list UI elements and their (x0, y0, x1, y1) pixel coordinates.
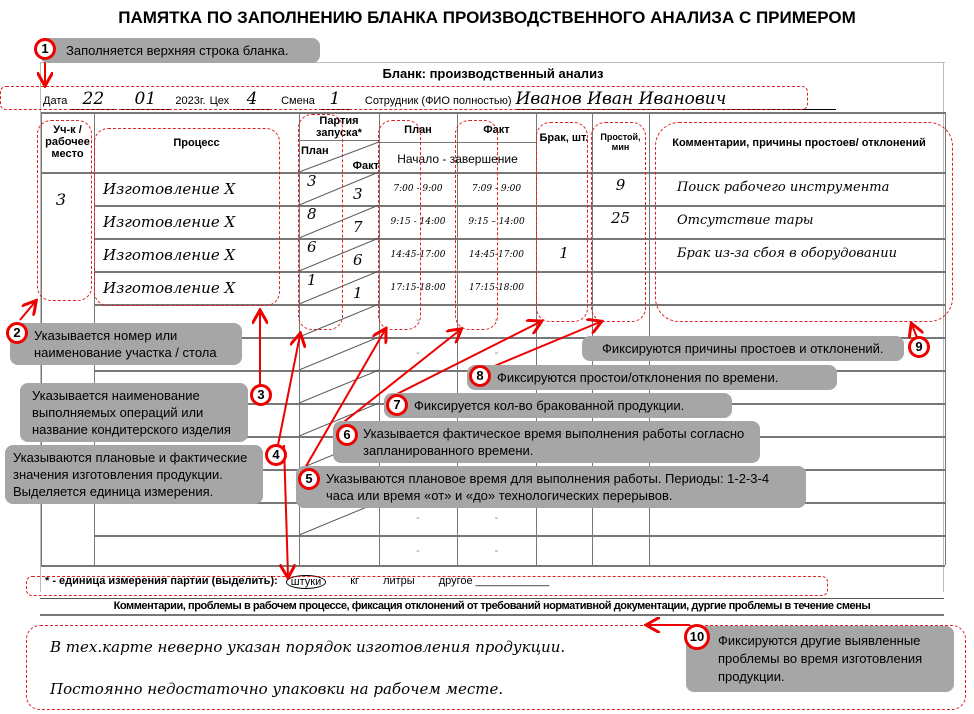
row-plan-time[interactable]: 9:15 - 14:00 (390, 217, 446, 227)
year-label: 2023г. (175, 95, 206, 107)
empty-plan-dash: - (416, 347, 420, 359)
callout-text: Указывается номер или наименование участка / стола (34, 328, 217, 360)
row-process[interactable]: Изготовление Х (103, 246, 236, 264)
unit-liters[interactable]: литры (383, 575, 415, 587)
shop-field[interactable]: 4 (233, 89, 271, 110)
employee-field[interactable]: Иванов Иван Иванович (516, 89, 836, 110)
row-comment[interactable]: Брак из-за сбоя в оборудовании (677, 246, 897, 261)
header-time-range: Начало - завершение (397, 152, 518, 166)
callout-text: Фиксируются простои/отклонения по времени. (497, 370, 779, 385)
employee-label: Сотрудник (ФИО полностью) (364, 95, 512, 107)
callout-number-1: 1 (34, 38, 56, 60)
callout-text: Указываются плановое время для выполнения работы. Периоды: 1-2-3-4 часа или время «от» и «до» технологических перерывов. (326, 471, 770, 503)
callout-number-9: 9 (908, 336, 930, 358)
callout-9 (582, 336, 904, 361)
callout-10 (686, 626, 954, 692)
callout-6 (333, 421, 760, 463)
comments-header: Комментарии, проблемы в рабочем процессе, фиксация отклонений от требований нормативной документации, дургие проблемы в течение смены (113, 600, 871, 612)
callout-number-7: 7 (386, 394, 408, 416)
callout-number-6: 6 (336, 424, 358, 446)
comment-line-1[interactable]: В тех.карте неверно указан порядок изготовления продукции. (50, 638, 566, 656)
callout-number-10: 10 (684, 624, 710, 650)
row-batch-fact[interactable]: 3 (353, 185, 363, 203)
empty-plan-dash: - (416, 545, 420, 557)
shift-field[interactable]: 1 (319, 89, 351, 110)
callout-text: Указываются плановые и фактические значения изготовления продукции. Выделяется единица измерения. (13, 450, 248, 499)
empty-fact-dash: - (494, 545, 499, 557)
header-process: Процесс (173, 137, 220, 149)
row-process[interactable]: Изготовление Х (103, 213, 236, 231)
empty-plan-dash: - (416, 314, 420, 326)
header-batch-fact: Факт (352, 160, 379, 172)
section-value[interactable]: 3 (55, 190, 67, 209)
row-process[interactable]: Изготовление Х (103, 279, 236, 297)
callout-number-2: 2 (6, 322, 28, 344)
month-field[interactable]: 01 (119, 89, 171, 110)
row-downtime[interactable]: 25 (610, 209, 631, 227)
callout-number-5: 5 (298, 468, 320, 490)
row-batch-fact[interactable]: 7 (353, 218, 363, 236)
row-fact-time[interactable]: 9:15 – 14:00 (468, 217, 525, 227)
unit-kg[interactable]: кг (350, 575, 360, 587)
callout-text: Указывается наименование выполняемых операций или название кондитерского изделия (32, 388, 231, 437)
row-comment[interactable]: Поиск рабочего инструмента (677, 180, 890, 195)
row-process[interactable]: Изготовление Х (103, 180, 236, 198)
callout-8 (467, 365, 837, 390)
row-batch-plan[interactable]: 6 (307, 238, 317, 256)
day-field[interactable]: 22 (71, 89, 115, 110)
header-comments: Комментарии, причины простоев/ отклонений (672, 137, 926, 149)
date-label: Дата (43, 95, 68, 107)
callout-2 (10, 323, 242, 365)
header-batch-plan: План (301, 145, 329, 157)
unit-other[interactable]: другое ____________ (438, 575, 550, 587)
header-defect: Брак, шт. (539, 132, 589, 144)
form-title: Бланк: производственный анализ (382, 66, 604, 81)
row-plan-time[interactable]: 17:15-18:00 (390, 283, 446, 293)
callout-number-8: 8 (469, 365, 491, 387)
header-batch: Партия запуска* (316, 115, 362, 139)
row-batch-plan[interactable]: 1 (307, 271, 317, 289)
shop-label: Цех (209, 95, 230, 107)
empty-plan-dash: - (416, 512, 420, 524)
callout-text: Заполняется верхняя строка бланка. (66, 43, 289, 58)
page-title: ПАМЯТКА ПО ЗАПОЛНЕНИЮ БЛАНКА ПРОИЗВОДСТВЕННОГО АНАЛИЗА С ПРИМЕРОМ (118, 8, 856, 27)
callout-1 (40, 38, 320, 63)
empty-fact-dash: - (494, 314, 499, 326)
header-section: Уч-к / рабочее место (45, 124, 90, 160)
callout-7 (384, 393, 732, 418)
callout-5 (296, 466, 806, 508)
shift-label: Смена (281, 95, 315, 107)
empty-fact-dash: - (494, 512, 499, 524)
row-defect[interactable]: 1 (559, 244, 569, 262)
row-plan-time[interactable]: 14:45-17:00 (390, 250, 446, 260)
comment-line-2[interactable]: Постоянно недостаточно упаковки на рабочем месте. (50, 680, 504, 698)
row-batch-plan[interactable]: 8 (307, 205, 317, 223)
unit-label: * - единица измерения партии (выделить): (45, 575, 278, 587)
row-fact-time[interactable]: 17:15-18:00 (469, 283, 524, 293)
callout-3 (20, 383, 248, 442)
row-batch-fact[interactable]: 6 (353, 251, 363, 269)
callout-4 (5, 445, 263, 504)
row-fact-time[interactable]: 7:09 - 9:00 (471, 184, 522, 194)
row-plan-time[interactable]: 7:00 - 9:00 (393, 184, 443, 194)
callout-number-3: 3 (250, 384, 272, 406)
callout-text: Указывается фактическое время выполнения работы согласно запланированного времени. (363, 426, 745, 458)
header-plan: План (404, 124, 432, 136)
row-fact-time[interactable]: 14:45-17:00 (469, 250, 524, 260)
callout-number-4: 4 (265, 444, 287, 466)
row-downtime[interactable]: 9 (615, 176, 626, 194)
callout-text: Фиксируется кол-во бракованной продукции. (414, 398, 685, 413)
callout-text: Фиксируются причины простоев и отклонений. (602, 341, 884, 356)
header-downtime: Простой, мин (600, 132, 641, 152)
unit-pieces[interactable]: штуки (286, 575, 326, 589)
callout-text: Фиксируются другие выявленные проблемы во время изготовления продукции. (718, 633, 923, 684)
row-batch-fact[interactable]: 1 (353, 284, 363, 302)
row-comment[interactable]: Отсутствие тары (677, 213, 814, 228)
row-batch-plan[interactable]: 3 (307, 172, 317, 190)
header-fact: Факт (483, 124, 510, 136)
empty-fact-dash: - (494, 347, 499, 359)
